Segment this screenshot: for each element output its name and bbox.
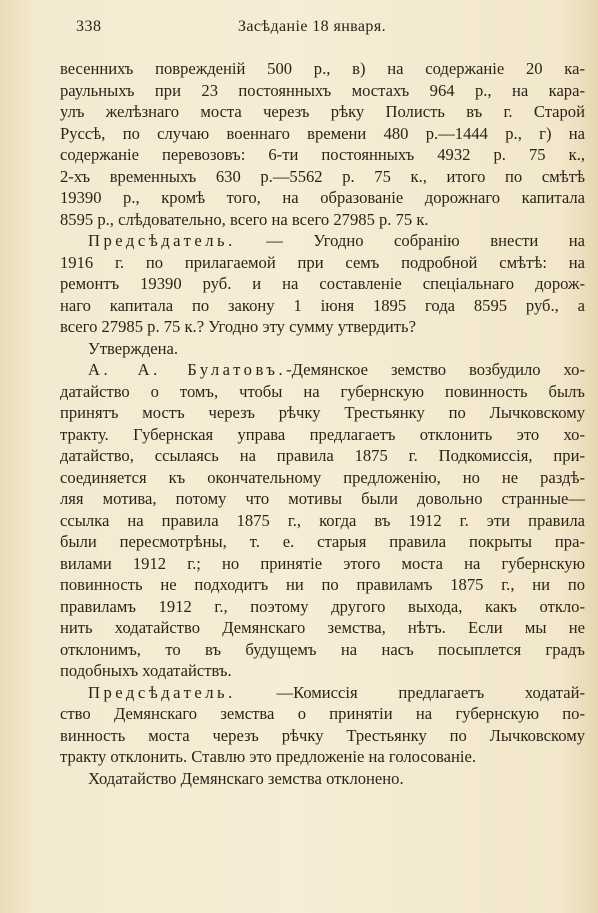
text-line: Ходатайство Демянскаго земства отклонено.: [88, 768, 404, 788]
text-line: наго капитала по закону 1 іюня 1895 года 8595 руб., а: [60, 295, 585, 315]
text-line: правиламъ 1912 г., поэтому другого выхода, какъ откло-: [60, 596, 585, 616]
text-line: подобныхъ ходатайствъ.: [60, 661, 232, 680]
text-line: винность моста черезъ рѣчку Трестьянку по Лычковскому: [60, 725, 585, 745]
text-line: 8595 р., слѣдовательно, всего на всего 27985 р. 75 к.: [60, 209, 429, 229]
text-line: 19390 р., кромѣ того, на образованіе дорожнаго капитала: [60, 188, 585, 207]
text-line: ремонтъ 19390 руб. и на составленіе спеціальнаго дорож-: [60, 274, 585, 293]
text-line: ство Демянскаго земства о принятіи на губернскую по-: [60, 704, 585, 723]
speech-text: —Комиссія предлагаетъ ходатай-: [276, 682, 585, 702]
text-line: были пересмотрѣны, т. е. старыя правила покрыты пра-: [60, 532, 585, 551]
text-line: раульныхъ при 23 постоянныхъ мостахъ 964 р., на кара-: [60, 80, 585, 100]
text-line: улъ желѣзнаго моста черезъ рѣку Полисть въ г. Старой: [60, 102, 585, 121]
speaker-name: Предсѣдатель.: [88, 231, 236, 250]
text-line: [60, 359, 585, 381]
text-line: содержаніе перевозовъ: 6-ти постоянныхъ 4932 р. 75 к.,: [60, 145, 585, 164]
text-line: Руссѣ, по случаю военнаго времени 480 р.—1444 р., г) на: [60, 123, 585, 143]
text-line: [60, 230, 585, 252]
text-line: тракту. Губернская управа предлагаетъ отклонить это хо-: [60, 424, 585, 444]
text-line: отклонимъ, то въ будущемъ на насъ посыплется градъ: [60, 639, 585, 659]
paragraph-approved: [60, 338, 585, 360]
text-line: 2-хъ временныхъ 630 р.—5562 р. 75 к., итого по смѣтѣ: [60, 166, 585, 186]
text-line: принятъ мостъ черезъ рѣчку Трестьянку по Лычковскому: [60, 403, 585, 422]
speech-text: -Демянское земство возбудило хо-: [286, 360, 585, 379]
speaker-name: Предсѣдатель.: [88, 682, 236, 702]
running-title: Засѣданіе 18 января.: [238, 18, 386, 35]
text-line: датайство, ссылаясь на правила 1875 г. Подкомиссія, при-: [60, 446, 585, 465]
text-line: Утверждена.: [88, 338, 179, 358]
paragraph-rejected: [60, 768, 585, 790]
text-line: 1916 г. по прилагаемой при семъ подробной смѣтѣ: на: [60, 252, 585, 272]
text-line: ссылка на правила 1875 г., когда въ 1912 г. эти правила: [60, 510, 585, 530]
text-line: всего 27985 р. 75 к.? Угодно эту сумму утвердить?: [60, 317, 416, 336]
text-line: вилами 1912 г.; но принятіе этого моста на губернскую: [60, 553, 585, 573]
text-line: нить ходатайство Демянскаго земства, нѣтъ. Если мы не: [60, 618, 585, 637]
text-line: датайство о томъ, чтобы на губернскую повинность былъ: [60, 381, 585, 401]
paragraph-chairman-proposal: [60, 230, 585, 338]
page-number: 338: [76, 18, 102, 35]
speech-text: — Угодно собранію внести на: [266, 231, 585, 250]
page-header: [70, 18, 544, 44]
text-line: ляя мотива, потому что мотивы были довольно странные—: [60, 489, 585, 508]
text-line: весеннихъ повреждeній 500 р., в) на содержаніе 20 ка-: [60, 59, 585, 78]
paragraph-bulatov-speech: [60, 359, 585, 682]
paragraph-estimate-continuation: [60, 58, 585, 230]
text-line: повинность не подходитъ ни по правиламъ 1875 г., ни по: [60, 575, 585, 594]
text-line: соединяется къ окончательному предложенію, но не раздѣ-: [60, 467, 585, 487]
text-line: [60, 682, 585, 704]
paragraph-chairman-vote: [60, 682, 585, 768]
page-body: [60, 58, 585, 789]
text-line: тракту отклонить. Ставлю это предложеніе на голосованіе.: [60, 747, 477, 766]
speaker-name: А. А. Булатовъ.: [88, 360, 287, 379]
